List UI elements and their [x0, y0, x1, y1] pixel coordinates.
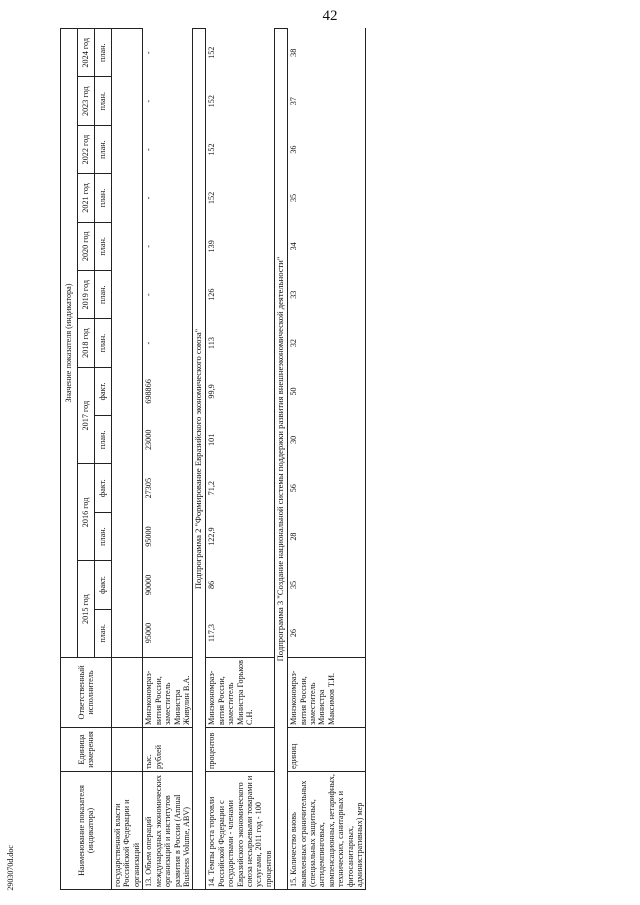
indicator-unit: тыс. рублей — [143, 728, 193, 772]
header-subcolumn: факт. — [95, 464, 112, 512]
indicator-name: 14. Темпы роста торговли Российской Федерации с государствами - членами Евразийского экономического союза несырьевыми товарами и услугами, 2011 год - 100 процентов — [206, 772, 275, 890]
indicator-value: - — [143, 29, 193, 78]
header-responsible: Ответственный исполнитель — [61, 658, 112, 728]
header-name: Наименование показателя (индикатора) — [61, 772, 112, 890]
responsible-executor: Минэкономраз-вития России, заместитель Министра Горьков С.Н. — [206, 658, 275, 728]
indicator-value: 113 — [206, 319, 275, 367]
indicator-value: 26 — [288, 609, 366, 657]
indicator-value: 152 — [206, 77, 275, 125]
indicator-value: - — [143, 77, 193, 125]
header-year: 2019 год — [78, 271, 95, 319]
header-year: 2016 год — [78, 464, 95, 561]
header-year: 2024 год — [78, 29, 95, 78]
header-subcolumn: план. — [95, 222, 112, 270]
header-subcolumn: факт. — [95, 367, 112, 415]
table-row — [288, 29, 366, 890]
indicator-name: 15. Количество вновь выявленных ограничительных (специальных защитных, антидемпинговых, компенсационных, нетарифных, технических, санитарных и фитосанитарных, административных) мер — [288, 772, 366, 890]
header-subcolumn: план. — [95, 319, 112, 367]
responsible-executor: Минэкономраз-вития России, заместитель Министра Живулин В.А. — [143, 658, 193, 728]
header-subcolumn: план. — [95, 271, 112, 319]
indicator-value: 27305 — [143, 464, 193, 512]
indicator-value: 139 — [206, 222, 275, 270]
header-subcolumn: план. — [95, 512, 112, 560]
indicator-value: - — [143, 319, 193, 367]
responsible-executor: Минэкономраз-вития России, заместитель Министра Максимов Т.И. — [288, 658, 366, 728]
indicator-value: - — [143, 174, 193, 222]
subprogram-3-title: Подпрограмма 3 "Создание национальной системы поддержки развития внешнеэкономической деятельности" — [275, 29, 288, 890]
indicator-unit: единиц — [288, 728, 366, 772]
header-year: 2023 год — [78, 77, 95, 125]
indicator-value: 50 — [288, 367, 366, 415]
indicator-value: 152 — [206, 125, 275, 173]
indicator-value: - — [143, 271, 193, 319]
indicator-value: 35 — [288, 561, 366, 609]
indicator-value: - — [143, 125, 193, 173]
indicator-value: 698866 — [143, 367, 193, 415]
header-year: 2017 год — [78, 367, 95, 464]
indicator-value: 86 — [206, 561, 275, 609]
indicator-value: 152 — [206, 29, 275, 78]
header-year: 2020 год — [78, 222, 95, 270]
indicator-value: 34 — [288, 222, 366, 270]
header-subcolumn: план. — [95, 174, 112, 222]
header-year: 2022 год — [78, 125, 95, 173]
header-values-group: Значение показателя (индикатора) — [61, 29, 78, 658]
header-subcolumn: план. — [95, 77, 112, 125]
indicator-value: - — [143, 222, 193, 270]
indicator-value: 30 — [288, 416, 366, 464]
indicator-value: 95000 — [143, 512, 193, 560]
indicator-table — [60, 28, 366, 890]
header-unit: Единица измерения — [61, 728, 112, 772]
indicator-value: 36 — [288, 125, 366, 173]
table-row — [143, 29, 193, 890]
indicator-value: 71,2 — [206, 464, 275, 512]
subprogram-2-title: Подпрограмма 2 "Формирование Евразийского экономического союза" — [193, 29, 206, 890]
indicator-value: 152 — [206, 174, 275, 222]
header-subcolumn: план. — [95, 29, 112, 78]
header-subcolumn: факт. — [95, 561, 112, 609]
indicator-value: 56 — [288, 464, 366, 512]
indicator-value: 23000 — [143, 416, 193, 464]
indicator-value: 122,9 — [206, 512, 275, 560]
indicator-value: 32 — [288, 319, 366, 367]
indicator-value: 38 — [288, 29, 366, 78]
indicator-name: 13. Объем операций международных экономических организаций и институтов развития в России (Annual Business Volume, ABV) — [143, 772, 193, 890]
indicator-value: 95000 — [143, 609, 193, 657]
header-subcolumn: план. — [95, 125, 112, 173]
indicator-value: 35 — [288, 174, 366, 222]
indicator-value: 33 — [288, 271, 366, 319]
indicator-value: 117,3 — [206, 609, 275, 657]
footer-code: 2903070d.doc — [6, 845, 15, 891]
indicator-table-rotated — [60, 28, 636, 890]
header-subcolumn: план. — [95, 609, 112, 657]
header-year: 2015 год — [78, 561, 95, 658]
header-subcolumn: план. — [95, 416, 112, 464]
header-year: 2018 год — [78, 319, 95, 367]
indicator-value: 126 — [206, 271, 275, 319]
table-row — [206, 29, 275, 890]
indicator-value: 90000 — [143, 561, 193, 609]
indicator-unit: процентов — [206, 728, 275, 772]
header-year: 2021 год — [78, 174, 95, 222]
page-number: 42 — [322, 8, 338, 24]
indicator-value: 99,9 — [206, 367, 275, 415]
continuation-text: государственной власти Российской Федерации и организаций — [112, 772, 143, 890]
indicator-value: 37 — [288, 77, 366, 125]
indicator-value: 28 — [288, 512, 366, 560]
indicator-value: 101 — [206, 416, 275, 464]
